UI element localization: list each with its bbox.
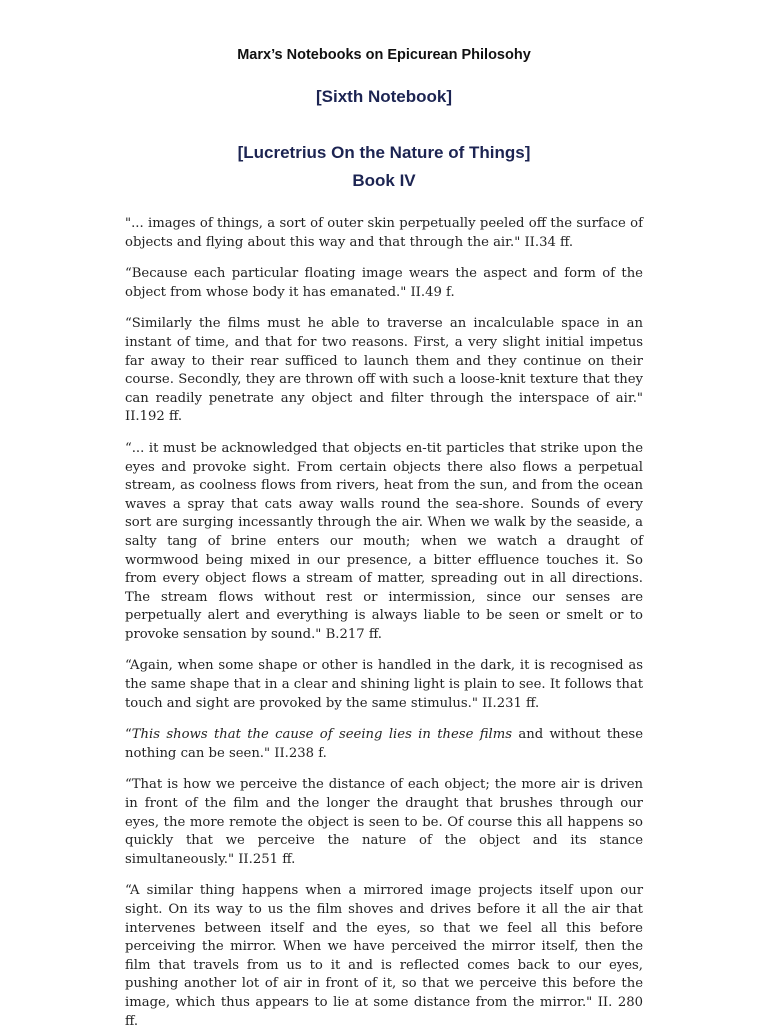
paragraph-2: “Because each particular floating image wears the aspect and form of the object from whose body it has emanated." II.49 f. — [125, 266, 643, 300]
running-title: Marx’s Notebooks on Epicurean Philosohy — [237, 47, 531, 63]
paragraph-3: “Similarly the films must he able to traverse an incalculable space in an instant of time, and that for two reasons. First, a very slight initial impetus far away to their rear sufficed to launch them and they continue on their course. Secondly, they are thrown off with such a loose-knit texture that they can readily penetrate any object and filter through the interspace of air." II.192 ff. — [125, 316, 643, 425]
paragraph-6-emphasis: This shows that the cause of seeing lies in these films — [131, 727, 512, 743]
book-heading: Book IV — [352, 171, 416, 190]
paragraph-6 — [125, 726, 643, 763]
paragraph-8: “A similar thing happens when a mirrored image projects itself upon our sight. On its way to us the film shoves and drives before it all the air that intervenes between itself and the eyes, so that we feel all this before perceiving the mirror. When we have perceived the mirror itself, then the film that travels from us to it and is reflected comes back to our eyes, pushing another lot of air in front of it, so that we perceive this before the image, which thus appears to lie at some distance from the mirror." II. 280 ff. — [125, 883, 643, 1029]
notebook-heading: [Sixth Notebook] — [316, 87, 452, 106]
body-text — [125, 215, 643, 1031]
paragraph-7: “That is how we perceive the distance of each object; the more air is driven in front of the film and the longer the draught that brushes through our eyes, the more remote the object is seen to be. Of course this all happens so quickly that we perceive the nature of the object and its stance simultaneously." II.251 ff. — [125, 777, 643, 867]
paragraph-4: “... it must be acknowledged that objects en-tit particles that strike upon the eyes and provoke sight. From certain objects there also flows a perpetual stream, as coolness flows from rivers, heat from the sun, and from the ocean waves a spray that cats away walls round the sea-shore. Sounds of every sort are surging incessantly through the air. When we walk by the seaside, a salty tang of brine enters our mouth; when we watch a draught of wormwood being mixed in our presence, a bitter effluence touches it. So from every object flows a stream of matter, spreading out in all directions. The stream flows without rest or intermission, since our senses are perpetually alert and everything is always liable to be seen or smelt or to provoke sensation by sound." B.217 ff. — [125, 440, 643, 642]
paragraph-6-rest: and without these nothing can be seen." II.238 f. — [125, 727, 643, 761]
paragraph-5: “Again, when some shape or other is handled in the dark, it is recognised as the same shape that in a clear and shining light is plain to see. It follows that touch and sight are provoked by the same stimulus." II.231 ff. — [125, 658, 643, 711]
paragraph-1: "... images of things, a sort of outer skin perpetually peeled off the surface of objects and flying about this way and that through the air." II.34 ff. — [125, 216, 643, 250]
work-heading: [Lucretrius On the Nature of Things] — [237, 143, 531, 162]
paragraph-6-open-quote: “ — [125, 727, 132, 743]
